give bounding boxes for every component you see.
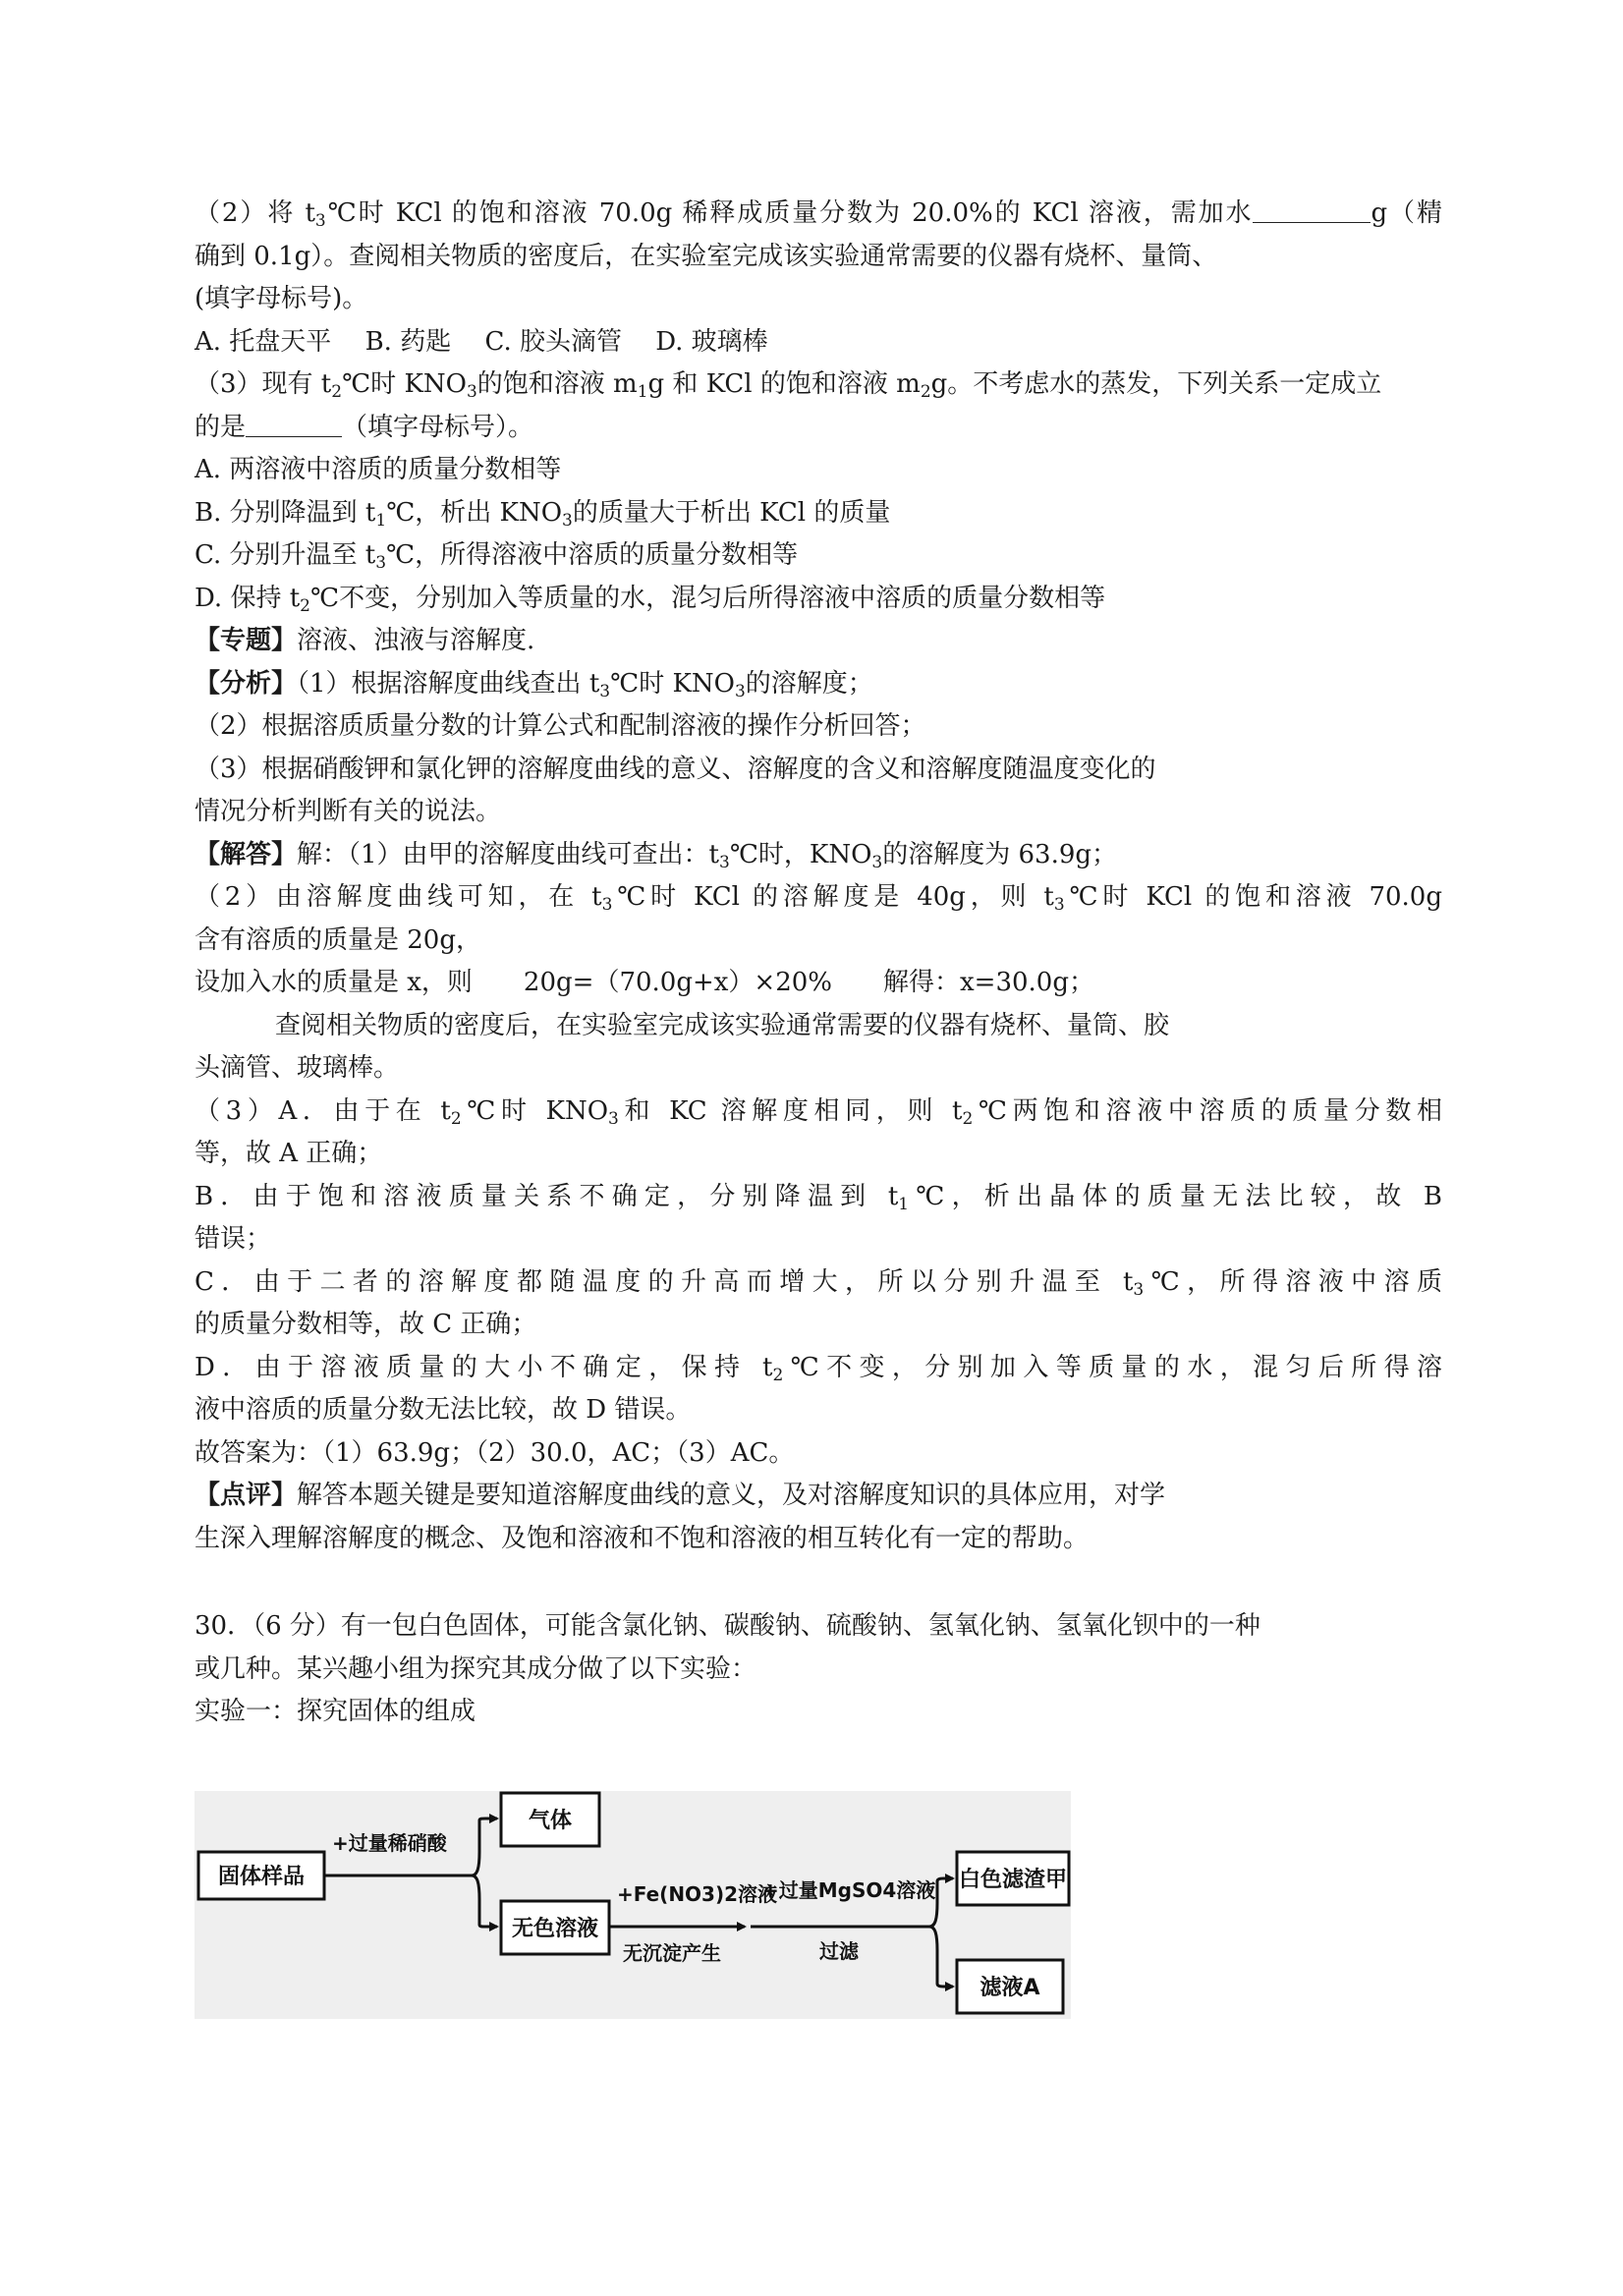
q2-options: A. 托盘天平 B. 药匙 C. 胶头滴管 D. 玻璃棒 <box>195 326 768 357</box>
label-reagent-iron-nitrate: +Fe(NO3)2溶液 <box>617 1882 778 1906</box>
analysis-line-2: （2）根据溶质质量分数的计算公式和配制溶液的操作分析回答； <box>195 711 926 741</box>
q3-option-d: D. 保持 $t_2℃$不变，分别加入等质量的水，混匀后所得溶液中溶质的质量分数相等 <box>195 583 1106 616</box>
q30-line-2: 或几种。某兴趣小组为探究其成分做了以下实验： <box>195 1653 757 1684</box>
solution-line-1: 【解答】解：（1）由甲的溶解度曲线可查出：$t_3℃$时，$KNO_3$的溶解度为 63.9g； <box>195 839 1118 872</box>
solution-line-7: （3）A．由于在 $t_2℃$时 $KNO_3$和 KC 溶解度相同，则 $t_2℃$两饱和溶液中溶质的质量分数相 <box>195 1095 1442 1129</box>
solution-line-12: 的质量分数相等，故 C 正确； <box>195 1310 537 1339</box>
solution-line-2: （2）由溶解度曲线可知，在 $t_3℃$时 KCl 的溶解度是 40g，则 $t_3℃$时 KCl 的饱和溶液 70.0g <box>195 882 1442 915</box>
q30-line-1: 30．（6 分）有一包白色固体，可能含氯化钠、碳酸钠、硫酸钠、氢氧化钠、氢氧化钡中的一种 <box>195 1611 1260 1641</box>
comment-line-2: 生深入理解溶解度的概念、及饱和溶液和不饱和溶液的相互转化有一定的帮助。 <box>195 1523 1090 1553</box>
solution-line-6: 头滴管、玻璃棒。 <box>195 1053 400 1083</box>
analysis-line-4: 情况分析判断有关的说法。 <box>195 797 502 826</box>
comment-line-1: 【点评】解答本题关键是要知道溶解度曲线的意义，及对溶解度知识的具体应用，对学 <box>195 1481 1166 1510</box>
label-gas: 气体 <box>528 1809 573 1833</box>
solution-line-13: D．由于溶液质量的大小不确定，保持 $t_2℃$不变，分别加入等质量的水，混匀后所得溶 <box>195 1352 1442 1385</box>
q3-option-c: C. 分别升温至 $t_3℃$，所得溶液中溶质的质量分数相等 <box>195 540 799 573</box>
flow-diagram-svg <box>195 1791 1071 2019</box>
q3-line-2: 的是 （填字母标号）。 <box>195 412 534 442</box>
solution-line-11: C．由于二者的溶解度都随温度的升高而增大，所以分别升温至 $t_3℃$，所得溶液中溶质 <box>195 1266 1442 1300</box>
solution-line-3: 含有溶质的质量是 20g， <box>195 924 481 955</box>
section-gap <box>195 1560 1442 1605</box>
experiment-flow-diagram <box>195 1791 1071 2019</box>
q3-option-b: B. 分别降温到 $t_1℃$，析出 $KNO_3$的质量大于析出 KCl 的质量 <box>195 497 891 531</box>
q2-line-2: 确到 0.1g）。查阅相关物质的密度后，在实验室完成该实验通常需要的仪器有烧杯、量筒、 <box>195 241 1218 271</box>
arrow-to-gas <box>472 1819 497 1876</box>
answer-blank <box>246 411 342 437</box>
solution-line-5: 查阅相关物质的密度后，在实验室完成该实验通常需要的仪器有烧杯、量筒、胶 <box>275 1010 1170 1040</box>
topic-line: 【专题】溶液、浊液与溶解度. <box>195 626 535 655</box>
q2-line-1: （2）将 $t_3℃$时 KCl 的饱和溶液 70.0g 稀释成质量分数为 20.0%的 KCl 溶液，需加水 g（精 <box>195 198 1442 231</box>
q2-line-3: (填字母标号)。 <box>195 284 368 313</box>
label-colorless-solution: 无色溶液 <box>511 1917 599 1941</box>
label-solid-sample: 固体样品 <box>217 1865 306 1889</box>
q3-option-a: A. 两溶液中溶质的质量分数相等 <box>195 455 562 484</box>
analysis-line-1: 【分析】（1）根据溶解度曲线查出 $t_3℃$时 $KNO_3$的溶解度； <box>195 668 873 701</box>
solution-line-4: 设加入水的质量是 x，则 20g=（70.0g+x）×20% 解得：x=30.0g； <box>195 968 1094 997</box>
label-no-precipitate: 无沉淀产生 <box>623 1941 721 1965</box>
q3-line-1: （3）现有 $t_2℃$时 $KNO_3$的饱和溶液 $m_1g$ 和 KCl 的饱和溶液 $m_2g$。不考虑水的蒸发，下列关系一定成立 <box>195 369 1382 402</box>
label-reagent-mgso4: +过量MgSO4溶液 <box>762 1878 936 1902</box>
solution-line-14: 液中溶质的质量分数无法比较，故 D 错误。 <box>195 1395 692 1425</box>
arrow-to-filtrate <box>929 1927 953 1987</box>
solution-line-15: 故答案为：（1）63.9g；（2）30.0，AC；（3）AC。 <box>195 1437 795 1468</box>
label-reagent-nitric-acid: +过量稀硝酸 <box>332 1831 447 1855</box>
analysis-line-3: （3）根据硝酸钾和氯化钾的溶解度曲线的意义、溶解度的含义和溶解度随温度变化的 <box>195 754 1156 784</box>
arrow-to-solution <box>472 1876 497 1927</box>
label-white-residue: 白色滤渣甲 <box>958 1868 1068 1892</box>
solution-line-9: B．由于饱和溶液质量关系不确定，分别降温到 $t_1℃$，析出晶体的质量无法比较，故 B <box>195 1181 1442 1214</box>
q30-line-3: 实验一：探究固体的组成 <box>195 1697 476 1726</box>
solution-line-10: 错误； <box>195 1224 272 1254</box>
document-body <box>195 193 1442 1734</box>
answer-blank <box>1253 196 1371 223</box>
label-filtrate-a: 滤液A <box>979 1976 1040 2000</box>
solution-line-8: 等，故 A 正确； <box>195 1139 383 1168</box>
label-filtration: 过滤 <box>819 1939 859 1963</box>
